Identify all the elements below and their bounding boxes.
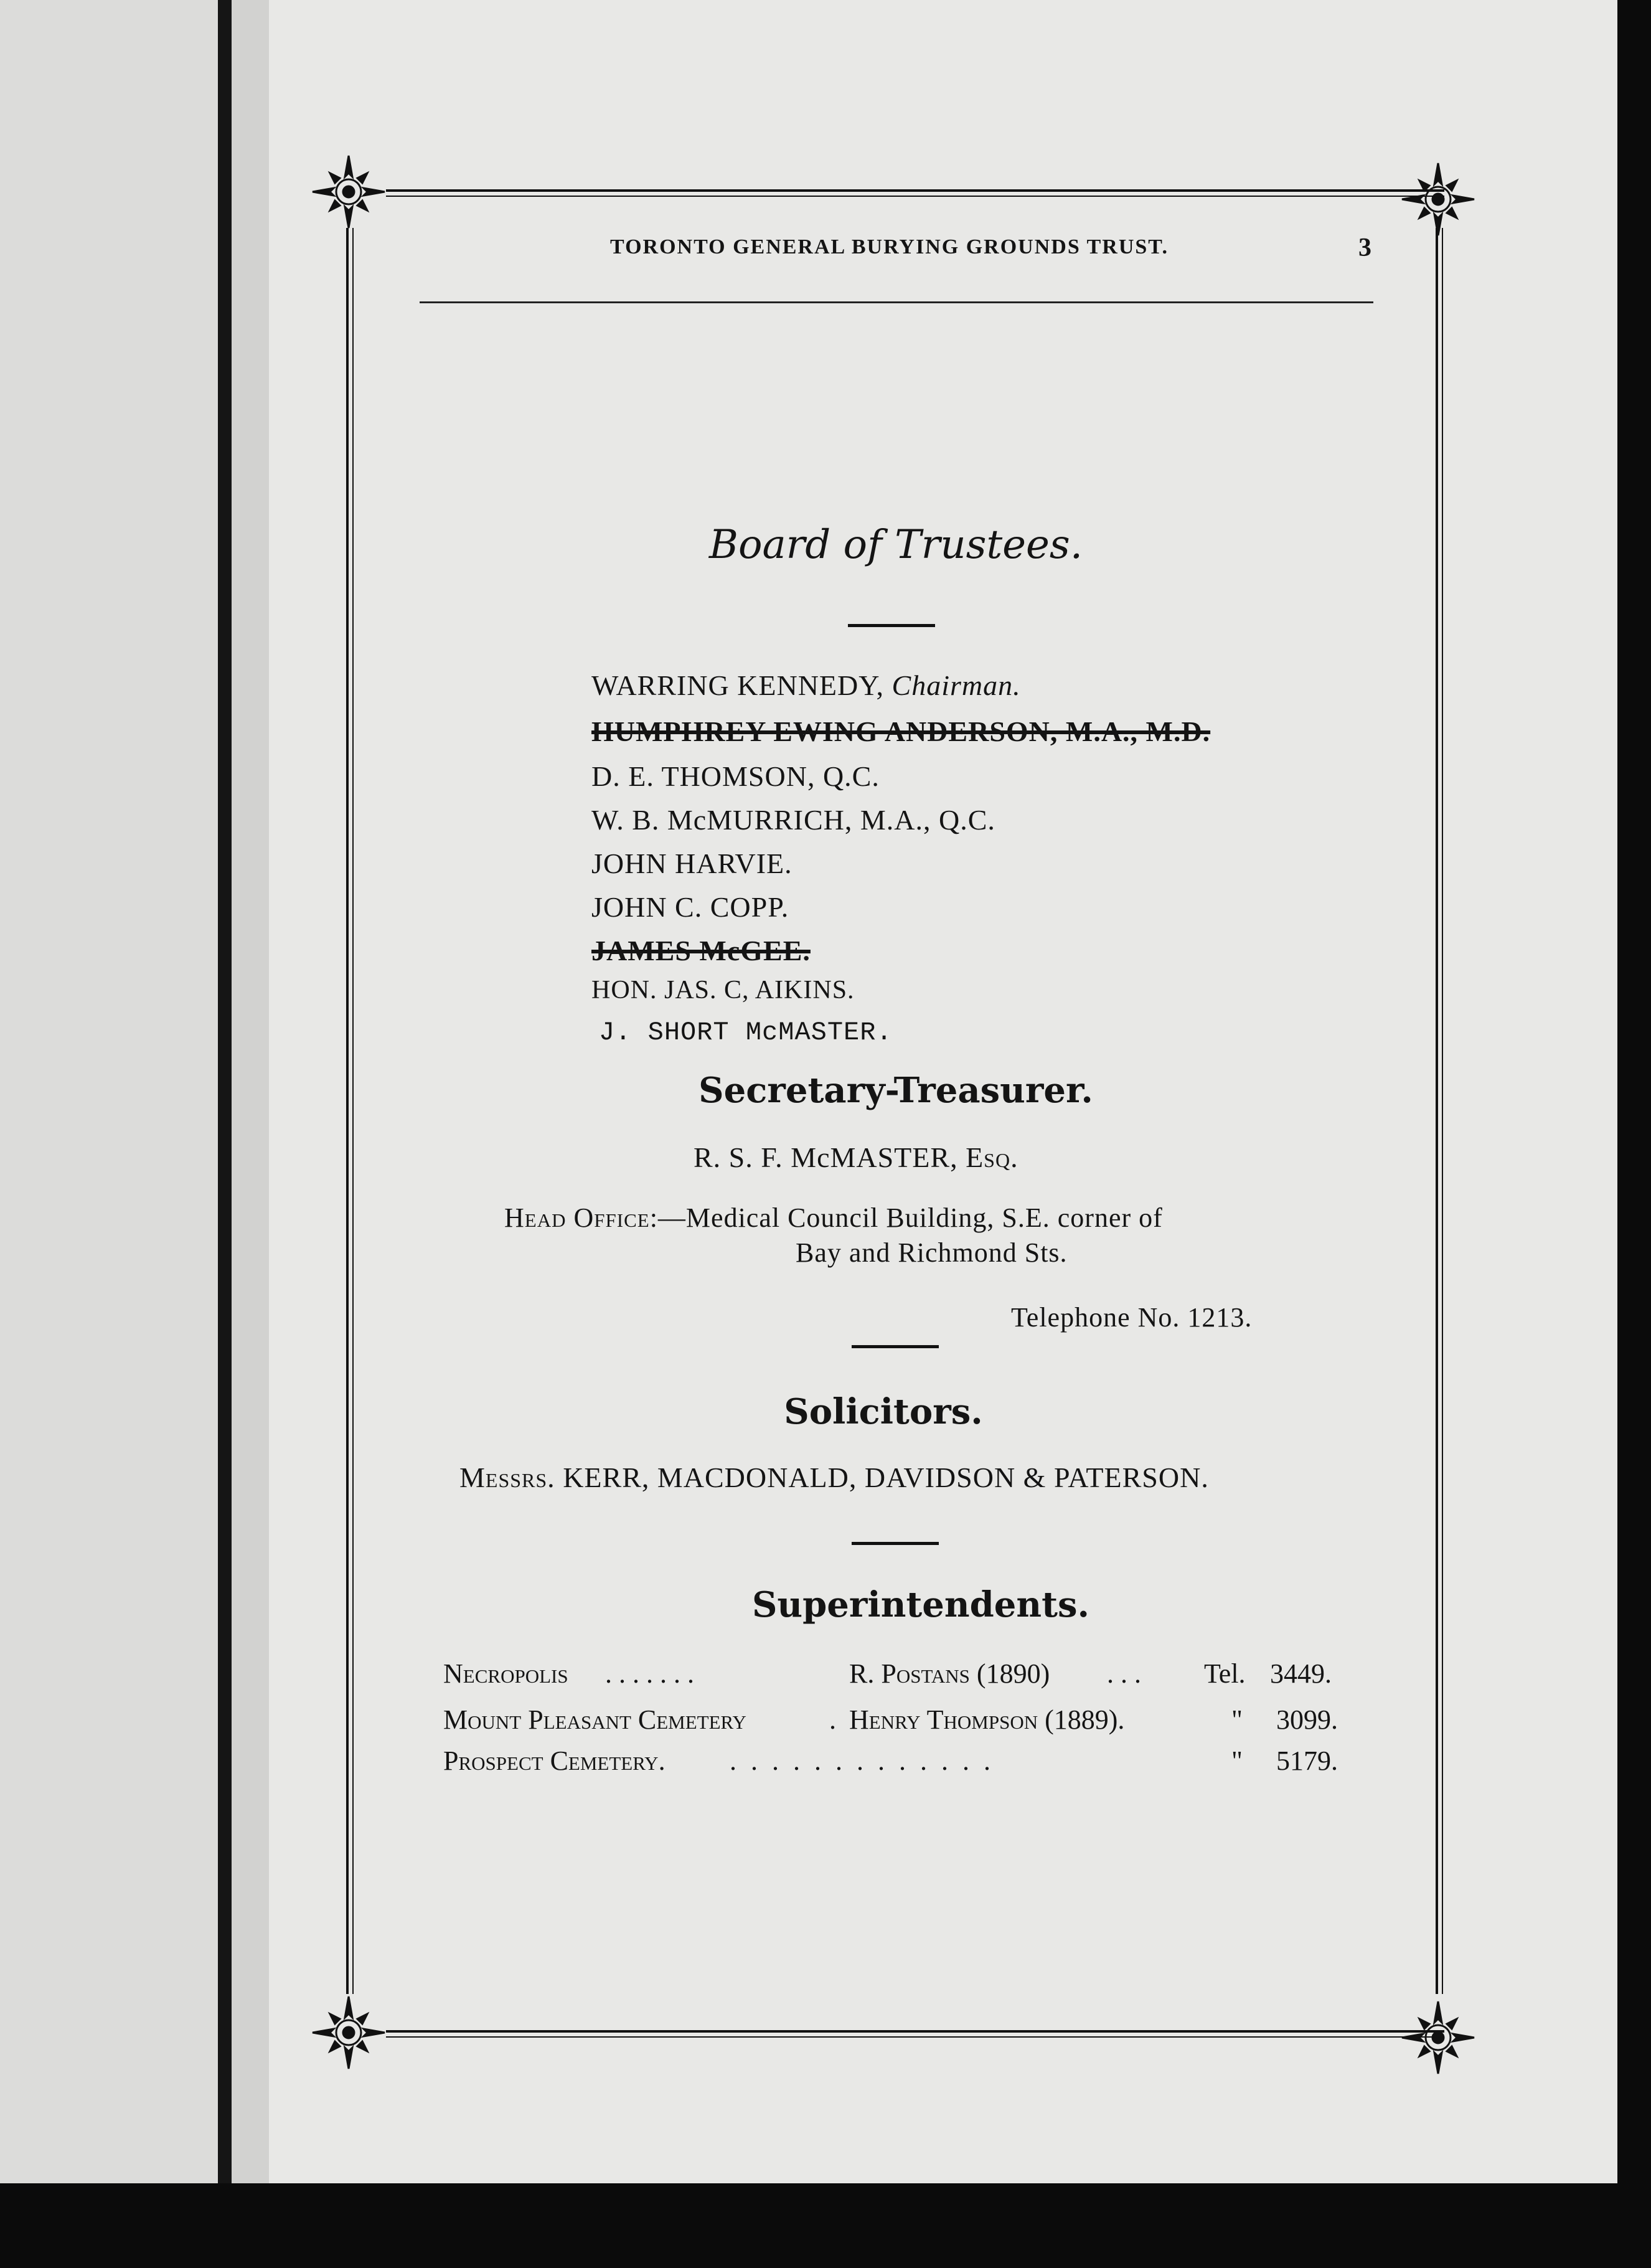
office-label: Head Office	[504, 1203, 650, 1233]
solicitors-names: KERR, MACDONALD, DAVIDSON & PATERSON.	[563, 1462, 1209, 1493]
superintendents-title: Superintendents.	[751, 1584, 1090, 1625]
tel-number: 3449.	[1270, 1658, 1332, 1689]
section-divider	[852, 1345, 939, 1348]
trustee: JOHN HARVIE.	[591, 848, 793, 879]
trustee-struck-2: JAMES McGEE.	[591, 935, 811, 966]
corner-ornament-icon	[311, 154, 386, 229]
chairman-role: Chairman.	[891, 669, 1021, 701]
trustee-struck-1: HUMPHREY EWING ANDERSON, M.A., M.D.	[591, 716, 1211, 747]
trustee: JOHN C. COPP.	[591, 891, 789, 923]
board-title: Board of Trustees.	[708, 522, 1083, 568]
secretary-title: Secretary-Treasurer.	[698, 1070, 1093, 1111]
leader-dots: . . . . . . .	[605, 1658, 694, 1689]
place: Necropolis	[443, 1658, 568, 1689]
solicitors-line	[459, 1461, 1209, 1494]
office-address: :—Medical Council Building, S.E. corner of	[649, 1203, 1163, 1233]
frame-top	[386, 189, 1444, 192]
leader-dots: .	[829, 1704, 836, 1735]
frame-right	[1436, 228, 1438, 1994]
superintendent-row	[443, 1745, 1352, 1780]
frame-bottom-inner	[386, 2036, 1444, 2038]
frame-left-inner	[352, 228, 354, 1994]
page-number: 3	[1358, 234, 1371, 262]
secretary-suffix: Esq.	[966, 1141, 1018, 1173]
section-divider	[852, 1542, 939, 1545]
running-head: TORONTO GENERAL BURYING GROUNDS TRUST.	[610, 235, 1169, 258]
person: R. Postans (1890)	[849, 1658, 1050, 1689]
leader-dots: . . . . . . . . . . . . .	[730, 1746, 994, 1776]
solicitors-title: Solicitors.	[784, 1391, 983, 1432]
frame-bottom	[386, 2030, 1444, 2033]
superintendent-row	[443, 1704, 1352, 1739]
tel-number: 3099.	[1276, 1704, 1338, 1735]
place: Prospect Cemetery.	[443, 1746, 666, 1776]
place: Mount Pleasant Cemetery	[443, 1704, 746, 1735]
tel-number: 5179.	[1276, 1746, 1338, 1776]
secretary-line	[694, 1141, 1018, 1174]
chairman-line	[591, 669, 1021, 702]
frame-left	[346, 228, 349, 1994]
solicitors-prefix: Messrs.	[459, 1462, 555, 1493]
header-rule	[420, 301, 1373, 303]
corner-ornament-icon	[311, 1995, 386, 2070]
chairman-name: WARRING KENNEDY,	[591, 669, 885, 701]
frame-top-inner	[386, 196, 1444, 197]
frame-right-inner	[1442, 228, 1443, 1994]
secretary-name: R. S. F. McMASTER,	[694, 1141, 958, 1173]
tel-label: "	[1231, 1704, 1243, 1735]
corner-ornament-icon	[1401, 162, 1475, 237]
section-divider	[848, 624, 935, 627]
tel-label: Tel.	[1204, 1658, 1246, 1689]
tel-label: "	[1231, 1746, 1243, 1776]
trustee-handwritten: HON. JAS. C, AIKINS.	[591, 976, 855, 1004]
telephone: Telephone No. 1213.	[1011, 1302, 1253, 1333]
office-line-1	[504, 1202, 1163, 1234]
superintendent-row	[443, 1658, 1352, 1693]
person: Henry Thompson (1889).	[849, 1704, 1125, 1735]
leader-dots: . . .	[1107, 1658, 1141, 1689]
scan-bottom-edge	[0, 2183, 1651, 2268]
trustee-stamped: J. SHORT McMASTER.	[599, 1018, 893, 1047]
trustee: W. B. McMURRICH, M.A., Q.C.	[591, 804, 995, 836]
trustee: D. E. THOMSON, Q.C.	[591, 760, 880, 792]
corner-ornament-icon	[1401, 2000, 1475, 2075]
office-line-2: Bay and Richmond Sts.	[796, 1237, 1068, 1268]
